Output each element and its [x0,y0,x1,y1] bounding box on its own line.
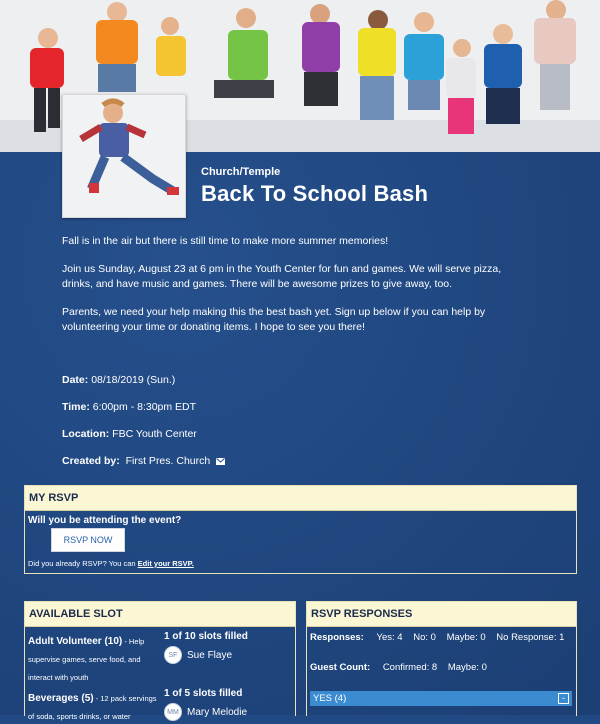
maybe-count: Maybe: 0 [446,632,486,643]
created-by-value: First Pres. Church [125,455,211,467]
description-paragraph: Fall is in the air but there is still time to make more summer memories! [62,235,389,247]
event-time [62,401,196,413]
responses-label: Responses: [310,632,364,643]
available-slot-header: AVAILABLE SLOT [25,602,295,627]
created-by-label: Created by: [62,455,120,467]
yes-count: Yes: 4 [376,632,403,643]
slot-row[interactable] [28,688,316,724]
already-rsvp-text: Did you already RSVP? You can [28,559,136,568]
rsvp-question: Will you be attending the event? [28,515,182,526]
location-value: FBC Youth Center [112,428,197,440]
guest-count-label: Guest Count: [310,662,371,673]
volunteer [164,646,232,664]
guest-maybe-count: Maybe: 0 [447,662,487,673]
email-icon[interactable] [216,456,225,468]
no-count: No: 0 [413,632,436,643]
slot-filled-count: 1 of 5 slots filled [164,688,243,699]
description-paragraph: Join us Sunday, August 23 at 6 pm in the Youth Center for fun and games. We will serve pizza, drinks, and have music and games. There will be awesome prizes to give away, too. [62,263,502,290]
event-creator [62,455,225,468]
slot-row[interactable] [28,631,316,685]
date-value: 08/18/2019 (Sun.) [91,374,176,386]
event-location [62,428,197,440]
event-date [62,374,175,386]
event-photo [62,94,186,218]
collapse-icon[interactable]: - [558,693,569,704]
avatar: SF [164,646,182,664]
slot-name: Adult Volunteer (10) [28,636,123,647]
volunteer [164,703,247,721]
responses-summary [310,632,564,643]
avatar: MM [164,703,182,721]
my-rsvp-header: MY RSVP [25,486,576,511]
time-label: Time: [62,401,90,413]
rsvp-edit-note [28,559,194,568]
date-label: Date: [62,374,89,386]
yes-group-label: YES (4) [313,693,347,704]
description-paragraph: Parents, we need your help making this the best bash yet. Sign up below if you can help by volunteering your time or donating items. I hope to see you there! [62,306,486,333]
yes-group-toggle[interactable] [310,691,572,706]
rsvp-now-button[interactable]: RSVP NOW [51,528,125,552]
slot-description: - 12 pack servings of soda, sports drinks, or water [28,694,157,721]
confirmed-count: Confirmed: 8 [382,662,438,673]
slot-info [28,688,158,724]
location-label: Location: [62,428,110,440]
slot-name: Beverages (5) [28,693,94,704]
time-value: 6:00pm - 8:30pm EDT [92,401,197,413]
rsvp-responses-header: RSVP RESPONSES [307,602,576,627]
edit-rsvp-link[interactable]: Edit your RSVP. [137,559,194,568]
event-description [62,234,532,348]
no-response-count: No Response: 1 [496,632,565,643]
volunteer-name: Mary Melodie [187,706,248,718]
slot-description: - Help supervise games, serve food, and interact with youth [28,637,145,682]
guest-count-summary [310,662,487,673]
volunteer-name: Sue Flaye [187,649,233,661]
my-rsvp-panel [24,485,577,574]
rsvp-responses-panel [306,601,577,716]
slot-filled-count: 1 of 10 slots filled [164,631,248,642]
event-category: Church/Temple [201,166,281,178]
event-title: Back To School Bash [201,181,429,206]
available-slot-panel [24,601,296,721]
jumping-boy-image [63,95,185,217]
slot-info [28,631,158,685]
